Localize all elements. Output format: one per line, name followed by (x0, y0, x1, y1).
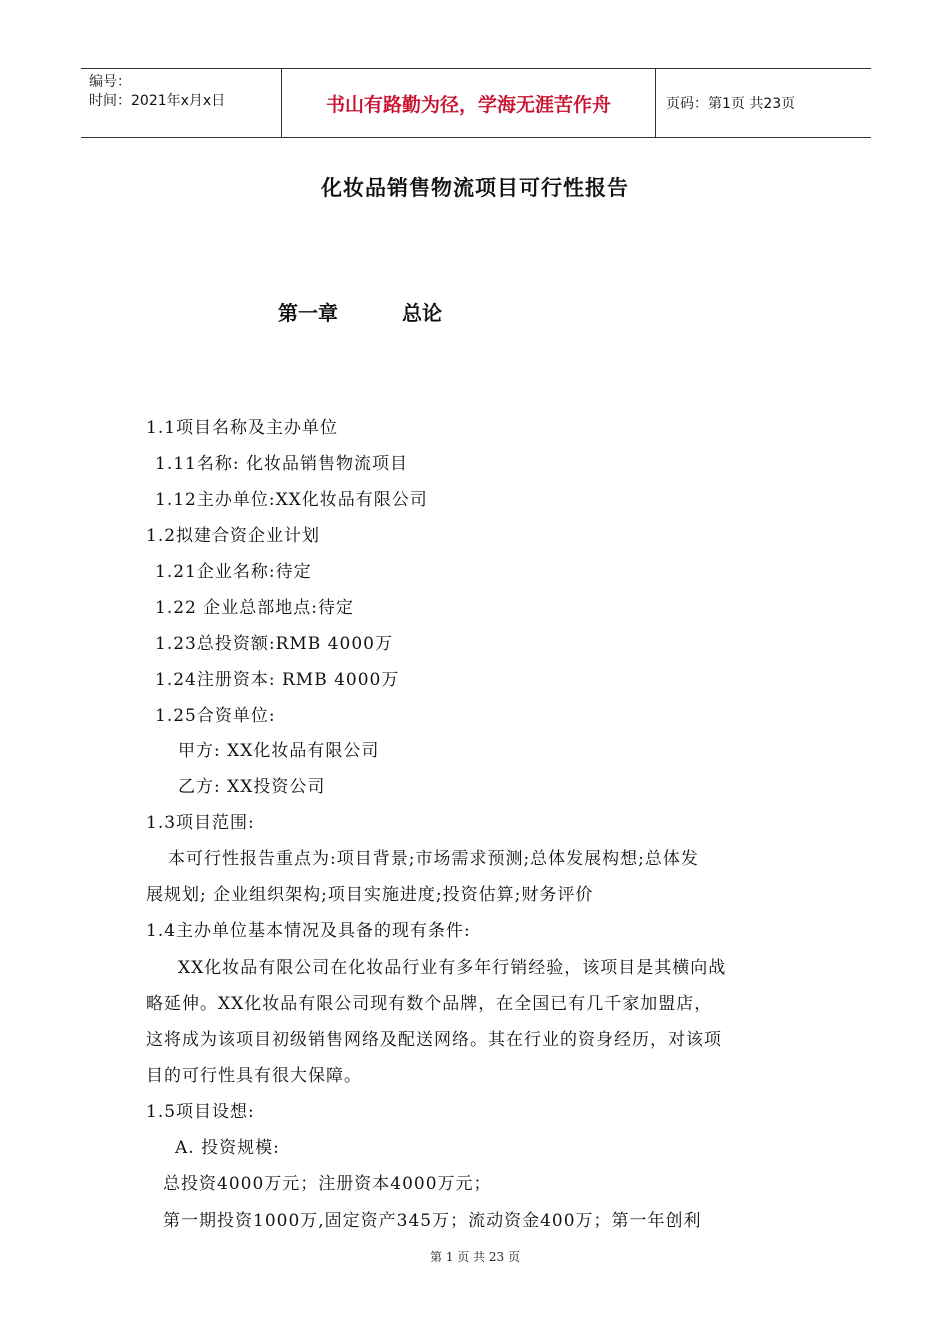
body-line: 甲方: XX化妆品有限公司 (178, 741, 380, 761)
body-line: 1.11名称: 化妆品销售物流项目 (155, 454, 408, 474)
number-label: 编号： (89, 74, 131, 90)
body-line: 1.21企业名称:待定 (155, 562, 312, 582)
body-line: 总投资4000万元；注册资本4000万元； (163, 1174, 492, 1194)
body-line: 1.1项目名称及主办单位 (146, 418, 339, 438)
time-label: 时间：2021年x月x日 (89, 93, 226, 109)
motto-text: 书山有路勤为径，学海无涯苦作舟 (325, 93, 611, 116)
header-table (81, 68, 871, 138)
body-line: 目的可行性具有很大保障。 (146, 1066, 362, 1086)
body-line: 1.4主办单位基本情况及具备的现有条件: (146, 921, 471, 941)
body-line: 1.5项目设想: (146, 1102, 255, 1122)
page-info-cell (656, 69, 871, 137)
body-line: 这将成为该项目初级销售网络及配送网络。其在行业的资身经历，对该项 (146, 1030, 722, 1050)
body-line: 略延伸。XX化妆品有限公司现有数个品牌，在全国已有几千家加盟店， (146, 994, 713, 1014)
page-footer: 第 1 页 共 23 页 (430, 1250, 520, 1264)
body-line: 本可行性报告重点为:项目背景;市场需求预测;总体发展构想;总体发 (168, 849, 699, 869)
body-line: XX化妆品有限公司在化妆品行业有多年行销经验，该项目是其横向战 (178, 958, 727, 978)
body-line: 第一期投资1000万,固定资产345万；流动资金400万；第一年创利 (163, 1211, 702, 1231)
body-line: 1.23总投资额:RMB 4000万 (155, 634, 393, 654)
document-title: 化妆品销售物流项目可行性报告 (321, 176, 629, 200)
chapter-number: 第一章 (278, 301, 338, 325)
header-meta-cell (81, 69, 282, 137)
body-line: 1.24注册资本: RMB 4000万 (155, 670, 400, 690)
body-line: A. 投资规模: (175, 1138, 280, 1158)
body-line: 1.12主办单位:XX化妆品有限公司 (155, 490, 428, 510)
page-info-text: 页码：第1页 共23页 (666, 96, 796, 112)
motto-cell (282, 69, 656, 137)
body-line: 1.2拟建合资企业计划 (146, 526, 321, 546)
body-line: 乙方: XX投资公司 (178, 777, 326, 797)
body-line: 1.3项目范围: (146, 813, 255, 833)
body-line: 1.22 企业总部地点:待定 (155, 598, 354, 618)
body-line: 展规划; 企业组织架构;项目实施进度;投资估算;财务评价 (146, 885, 594, 905)
body-line: 1.25合资单位: (155, 706, 276, 726)
chapter-name: 总论 (402, 301, 442, 325)
